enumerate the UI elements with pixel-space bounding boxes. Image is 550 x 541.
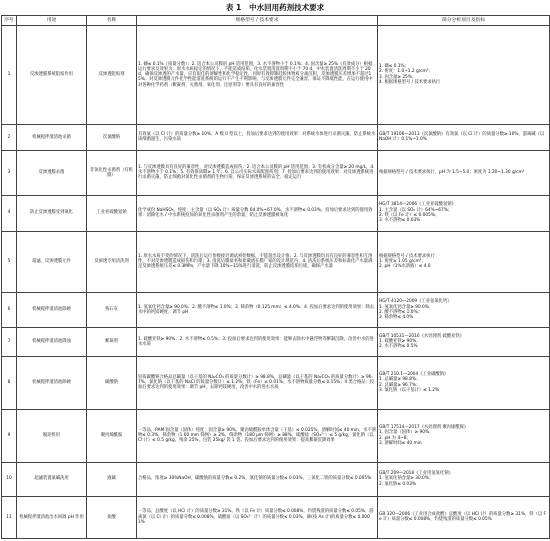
row-spec: 1. 硫酸亚铁≥ 90%；2. 水不溶物≤ 0.5%；3. 投加后要求达到的使用效果：能够去除水中悬浮物等絮凝沉降，改善中水的进水水质 (137, 328, 378, 357)
row-name: 絮凝剂 (87, 328, 137, 357)
row-name: 液碱 (87, 462, 137, 496)
table-row (2, 195, 550, 231)
row-spec: 1. 磷≤ 0.1%（质量分数）；2. 适合本公司膜的 pH 适用范围，3. 水不溶物小于 0.1%；4. 固含量≥ 25%（有效成分）根据运行要求及效果为：原水水质稳定的情况下，不能造成结垢，化水装置清洗周期不小于 70 d，中水装置清洗周期不小于 20 d，确保反渗透的产水量，应有很佳的溶解性和化学稳定性，同时有效抑制硅胶体物质分离沉积，反渗透膜压差增加不超过15%；对反渗透膜元件化学性能清洗系统的运行不产生不利影响，与反渗透膜元件完全兼容，保证不降低性能，在运行使用中对各种化学药剂（絮凝剂、灭菌剂、氧化剂、还原剂等）要具有良好的兼容性 (137, 26, 378, 125)
row-name: 工业亚硫酸氢钠 (87, 195, 137, 231)
row-index: GB/T 210.1—2004《工业碳酸钠》 1. 总碱量≥ 98.8%； 2. 总碱量≥ 96.7%； 3. 氯化钠（以干基计）≤ 1.2% (378, 356, 550, 409)
row-name: 熟石灰 (87, 293, 137, 328)
row-spec: 一等品，总酸度（以 HCl 计）的质量分数≥ 31%，铁（以 Fe 计）质量分数≤ 0.008%，灼烧残渣的质量分数≤ 0.05%，游离氯（以 Cl 计）的质量分数≤ 0.008%，硫酸盐（以 SO₄²⁻ 计）的质量分数≤ 0.03%，砷(按 As 计)的质量分数≤ 0.0001% (137, 496, 378, 538)
row-no: 2 (2, 124, 17, 150)
row-use: 防止反渗透膜受到氧化 (17, 195, 87, 231)
row-use: 反渗透膜杀菌 (17, 151, 87, 196)
row-use: 脱泥机用 (17, 409, 87, 462)
row-index: GB 320—2006《工业用合成盐酸》总酸度（以 HCl 计）的质量分数≥ 31%，铁（以 Fe 计）质量分数≤ 0.008%，灼烧残渣的质量分数≤ 0.05% (378, 496, 550, 538)
reagent-requirements-table (1, 15, 550, 539)
row-name: 盐酸 (87, 496, 137, 538)
row-spec: 化学成份 NaHSO₃，纯度：主含量（以 SO₂ 计）质量分数 64.0%~67.0%，水不溶物≤ 0.03%。投加后要求达到的使用效果：消除化水 / 中水系统投加的氧化性杀菌剂产生的余氯，防止反渗透膜被氧化 (137, 195, 378, 231)
row-use: 机械搅拌澄清池除硬 (17, 356, 87, 409)
row-no: 9 (2, 409, 17, 462)
row-index: 1. 磷≤ 0.1%； 2. 密度：1.0~1.2 g/cm³； 3. 固含量≥ 25%； 4. 根据规格型号 / 技术要求执行 (378, 26, 550, 125)
row-use: 机械搅拌澄清池杀菌 (17, 124, 87, 150)
table-row (2, 293, 550, 328)
table-row (2, 462, 550, 496)
row-name: 反渗透专用清洗剂 (87, 231, 137, 292)
row-index: 根据规格型号 / 技术要求执行 1. 密度≥ 1.05 g/cm³； 2. pH（1%水溶液）≤ 4.0 (378, 231, 550, 292)
row-no: 11 (2, 496, 17, 538)
header-name: 名称 (87, 16, 137, 26)
table-title: 中水回用药剂技术要求 (249, 3, 325, 12)
row-name: 碳酸钠 (87, 356, 137, 409)
row-no: 7 (2, 328, 17, 357)
row-use: 反渗透膜系统阻垢作用 (17, 26, 87, 125)
table-number: 表 1 (225, 3, 242, 12)
row-no: 4 (2, 195, 17, 231)
table-row (2, 26, 550, 125)
row-use: 超滤装置氯碱洗用 (17, 462, 87, 496)
row-name: 次氯酸钠 (87, 124, 137, 150)
row-index: HG/T 4120—2009《工业氢氧化钙》 1. 氢氧化钙含量≥ 90.0%； 2. 酸不溶物≤ 1.0%； 3. 筛余物≤ 4.0% (378, 293, 550, 328)
row-name: 反渗透阻垢剂 (87, 26, 137, 125)
row-no: 1 (2, 26, 17, 125)
table-row (2, 496, 550, 538)
table-row (2, 356, 550, 409)
table-row (2, 231, 550, 292)
row-index: GB/T 10531—2016《水处理剂 硫酸亚铁》 1. 硫酸亚铁≥ 90%； 2. 水不溶物≤ 0.5% (378, 328, 550, 357)
row-index: GB/T 17514—2017《水处理剂 聚丙烯酰胺》 1. 固含量（固体）≥ 90%； 2. pH 为 4~8； 3. 溶解时间≤ 40 min (378, 409, 550, 462)
table-row (2, 124, 550, 150)
header-use: 用途 (17, 16, 87, 26)
row-name: 非氧化性杀菌剂（有机膜） (87, 151, 137, 196)
header-index: 部分分析项目及指标 (378, 16, 550, 26)
row-spec: 合格品，浓度≥ 30%NaOH，碳酸钠的质量分数≤ 0.2%，氯化钠的质量分数≤ 0.03%，三氧化二铁的质量分数≤ 0.005% (137, 462, 378, 496)
row-index: GB/T 209—2018《工业用氢氧化钠》 1. 氢氧化钠含量≥ 30.0%； 2. 氯化钠≤ 0.03% (378, 462, 550, 496)
header-row (2, 16, 550, 26)
row-spec: 1. 与反渗透膜具有良好的兼容性，对反渗透膜造成损伤；2. 适合本公司膜的 pH 适用范围；3. 有机成分含量≥ 20 mg/L，4. 水不溶物小于 0.1%；5. 有效保质期≥ 1 年；6. 以公司实际水质配置药剂；7. 投加后要求达到的使用效果：对反渗透系统进行杀菌灭藻，防止细菌对氧化性杀菌剂的生物污染，保证反渗透系统的安全、稳定运行 (137, 151, 378, 196)
row-spec: 轻质碳酸钠合格品总碱量（以干基的 Na₂CO₃ 的质量分数计）≥ 98.8%，总碱量（以干基的 Na₂CO₃ 的质量分数计）≥ 96.7%，氯化钠（以干基的 NaCl 的质量分数计）≤ 1.2%，铁（Fe）≤ 0.01%，水不溶物质量分数≤ 0.15%；II 类合格品：投加后要求达到的使用效果：调节 pH，去除钙镁硬度，改善中水的进水水质 (137, 356, 378, 409)
row-spec: 一等品，PAM 固含量（固体）纯度：固含量≥ 90%，聚丙烯酰胺单体含量（干基）≤ 0.025%，溶解时间≤ 40 min，水不溶物≤ 0.3%，筛余物（1.00 mm 筛网）≥ 2%，筛余物（180 μm 筛网）≥ 88%，硫酸盐（SO₄²⁻）≤ 5 g/kg，氯化钠（以 Cl 计）≤ 0.5 g/kg，残余 25%，包装 25kg/ 袋 1 袋。投加后要求达到的使用效果：提高絮凝沉降效果 (137, 409, 378, 462)
row-no: 5 (2, 231, 17, 292)
row-index: GB/T 19106—2013《次氯酸钠》有效氯（以 Cl 计）的质量分数≥ 10%，游离碱（以 NaOH 计）0.1%~1.0% (378, 124, 550, 150)
row-use: 机械搅拌澄清池出水回调 pH 作用 (17, 496, 87, 538)
row-no: 8 (2, 356, 17, 409)
row-name: 聚丙烯酰胺 (87, 409, 137, 462)
row-spec: 有效氯（以 Cl 计）的质量分数≥ 10%，A 级 II 型以上，投加后要求达到的使用效果：对系统水体进行杀菌灭藻，防止系统水质细菌滋生、污染水质 (137, 124, 378, 150)
row-no: 6 (2, 293, 17, 328)
row-use: 机械搅拌澄清池除硬 (17, 293, 87, 328)
table-row (2, 151, 550, 196)
row-spec: 1. 氢氧化钙含量≥ 90.0%；2. 酸不溶物≤ 1.0%；3. 筛余物（0.125 mm）≤ 4.0%；4. 投加后要求达到的使用效果：除去水中的钙镁硬度，调节 pH (137, 293, 378, 328)
row-spec: 1. 原水水质不变的情况下，清洗后运行参数接近调试初始数据，不能超出设计值；2. 与反渗透膜均具有良好的兼容性和互溶性，不对反渗透膜造成损伤和污堵；3. 清洗后膜盐率和盐截流在膜厂家的设计规范内；4. 清洗后系统压差和标准化产水量满足反渗透系统压差≤ 0.3MPa，产水量下降 10%~15%进行清洗，防止反渗透膜结垢污堵，确保产水量 (137, 231, 378, 292)
row-index: 根据规格型号 / 技术要求执行，pH 为 1.5~5.0；密度为 1.20~1.30 g/cm³ (378, 151, 550, 196)
header-spec: 规格型号 / 技术要求 (137, 16, 378, 26)
header-no: 序号 (2, 16, 17, 26)
row-use: 机械搅拌澄清池降浊 (17, 328, 87, 357)
row-no: 10 (2, 462, 17, 496)
row-index: HG/T 3814—2006《工业亚硫酸氢钠》 1. 主含量（以 SO₂ 计）64%~67%； 2. 铁（以 Fe 计）≤ 0.005%； 3. 水不溶物≤ 0.03% (378, 195, 550, 231)
table-row (2, 409, 550, 462)
row-no: 3 (2, 151, 17, 196)
row-use: 超滤、反渗透膜元件 (17, 231, 87, 292)
table-caption (0, 2, 550, 14)
table-row (2, 328, 550, 357)
